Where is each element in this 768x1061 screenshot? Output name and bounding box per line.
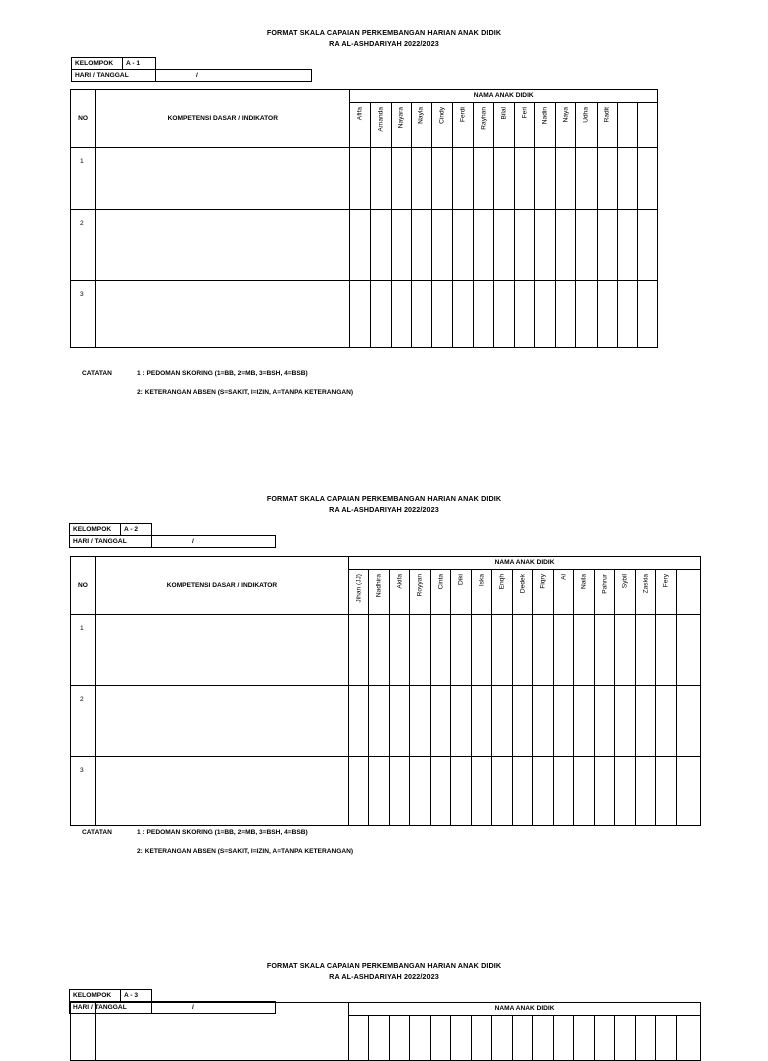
score-cell[interactable] [595, 615, 615, 686]
student-name-cell [656, 570, 677, 615]
score-cell[interactable] [656, 757, 677, 826]
student-name-cell [574, 570, 595, 615]
score-cell[interactable] [636, 757, 656, 826]
kelompok-label: KELOMPOK [70, 524, 121, 536]
title-line-1: FORMAT SKALA CAPAIAN PERKEMBANGAN HARIAN ANAK DIDIK [266, 494, 502, 503]
score-cell[interactable] [554, 686, 574, 757]
group-info-table [69, 523, 276, 548]
score-cell[interactable] [492, 757, 513, 826]
score-cell[interactable] [492, 615, 513, 686]
student-name: Dedek [519, 574, 526, 594]
score-cell[interactable] [390, 757, 410, 826]
student-name-cell [369, 1016, 390, 1061]
student-name-cell [411, 103, 431, 148]
table-row [71, 281, 658, 348]
student-name-cell [473, 103, 493, 148]
score-cell[interactable] [515, 281, 535, 348]
hari-tanggal-value[interactable]: / [152, 536, 276, 548]
col-header-kompetensi: KOMPETENSI DASAR / INDIKATOR [96, 90, 350, 148]
kd-cell[interactable] [96, 281, 350, 348]
student-name-cell [617, 103, 637, 148]
note-absen: 2: KETERANGAN ABSEN (S=SAKIT, I=IZIN, A=TANPA KETERANGAN) [137, 848, 354, 855]
student-name: Nadin [541, 107, 549, 125]
student-name-cell [390, 1016, 410, 1061]
student-name-cell [513, 1016, 533, 1061]
score-cell[interactable] [391, 281, 411, 348]
student-name-cell [636, 570, 656, 615]
score-cell[interactable] [576, 210, 597, 281]
form-title [0, 27, 768, 49]
score-cell[interactable] [637, 210, 657, 281]
row-number: 2 [71, 210, 96, 281]
table-row [71, 615, 701, 686]
col-header-no [71, 1003, 96, 1061]
kelompok-label: KELOMPOK [70, 990, 121, 1002]
kelompok-value[interactable]: A - 2 [121, 524, 152, 536]
score-cell[interactable] [513, 757, 533, 826]
student-name: Diki [457, 574, 465, 585]
kd-cell[interactable] [96, 148, 350, 210]
score-cell[interactable] [391, 148, 411, 210]
score-cell[interactable] [451, 686, 472, 757]
kd-cell[interactable] [96, 757, 349, 826]
student-name-cell [451, 570, 472, 615]
student-name: Nadhira [375, 574, 383, 598]
col-header-nama-anak: NAMA ANAK DIDIK [349, 1003, 701, 1016]
score-cell[interactable] [431, 686, 451, 757]
student-name-cell [349, 1016, 369, 1061]
form-title [0, 960, 768, 982]
table-row [71, 210, 658, 281]
student-name-cell [451, 1016, 472, 1061]
student-name-cell [390, 570, 410, 615]
student-name-cell [554, 1016, 574, 1061]
student-name-cell [391, 103, 411, 148]
catatan-label: CATATAN [82, 370, 112, 377]
score-cell[interactable] [452, 148, 473, 210]
score-cell[interactable] [452, 281, 473, 348]
student-name: Pahrur [601, 574, 608, 594]
row-number: 3 [71, 281, 96, 348]
student-name-cell [431, 103, 452, 148]
score-cell[interactable] [515, 148, 535, 210]
student-name-cell [492, 1016, 513, 1061]
score-cell[interactable] [494, 210, 515, 281]
kd-cell[interactable] [96, 686, 349, 757]
score-cell[interactable] [451, 757, 472, 826]
score-cell[interactable] [576, 281, 597, 348]
student-name-cell [656, 1016, 677, 1061]
student-name: Bilal [500, 107, 508, 120]
note-absen: 2: KETERANGAN ABSEN (S=SAKIT, I=IZIN, A=TANPA KETERANGAN) [137, 389, 354, 396]
score-cell[interactable] [411, 281, 431, 348]
score-cell[interactable] [656, 615, 677, 686]
score-cell[interactable] [494, 148, 515, 210]
score-cell[interactable] [494, 281, 515, 348]
score-cell[interactable] [370, 281, 391, 348]
form-title [0, 493, 768, 515]
score-cell[interactable] [492, 686, 513, 757]
score-cell[interactable] [556, 210, 576, 281]
title-line-1: FORMAT SKALA CAPAIAN PERKEMBANGAN HARIAN ANAK DIDIK [266, 28, 502, 37]
score-cell[interactable] [617, 210, 637, 281]
student-name: Zaskia [642, 574, 649, 594]
score-cell[interactable] [574, 615, 595, 686]
note-scoring: 1 : PEDOMAN SKORING (1=BB, 2=MB, 3=BSH, 4=BSB) [137, 829, 308, 836]
score-cell[interactable] [411, 210, 431, 281]
student-name: Amanda [377, 107, 385, 132]
student-name: Radit [603, 107, 611, 123]
score-cell[interactable] [617, 148, 637, 210]
score-cell[interactable] [411, 148, 431, 210]
score-cell[interactable] [595, 757, 615, 826]
score-cell[interactable] [350, 210, 370, 281]
score-cell[interactable] [515, 210, 535, 281]
student-name-cell [431, 1016, 451, 1061]
student-name-cell [472, 570, 492, 615]
score-cell[interactable] [556, 281, 576, 348]
score-cell[interactable] [677, 686, 701, 757]
col-header-nama-anak: NAMA ANAK DIDIK [350, 90, 658, 103]
student-name-cell [677, 1016, 701, 1061]
assessment-table [70, 1002, 701, 1061]
score-cell[interactable] [554, 615, 574, 686]
student-name-cell [574, 1016, 595, 1061]
score-cell[interactable] [636, 615, 656, 686]
note-scoring: 1 : PEDOMAN SKORING (1=BB, 2=MB, 3=BSH, 4=BSB) [137, 370, 308, 377]
assessment-table [70, 556, 701, 826]
assessment-table [70, 89, 658, 348]
score-cell[interactable] [535, 210, 556, 281]
score-cell[interactable] [556, 148, 576, 210]
student-name-cell [349, 570, 369, 615]
score-cell[interactable] [472, 757, 492, 826]
score-cell[interactable] [369, 686, 390, 757]
score-cell[interactable] [677, 615, 701, 686]
score-cell[interactable] [431, 615, 451, 686]
student-name-cell [597, 103, 617, 148]
col-header-kompetensi: KOMPETENSI DASAR / INDIKATOR [96, 557, 349, 615]
student-name-cell [370, 103, 391, 148]
score-cell[interactable] [677, 757, 701, 826]
student-name: Feri [521, 107, 529, 119]
score-cell[interactable] [636, 686, 656, 757]
score-cell[interactable] [533, 686, 554, 757]
score-cell[interactable] [410, 686, 431, 757]
score-cell[interactable] [597, 281, 617, 348]
score-cell[interactable] [431, 210, 452, 281]
student-name-cell [515, 103, 535, 148]
student-name: Udha [582, 107, 590, 123]
score-cell[interactable] [349, 615, 369, 686]
score-cell[interactable] [473, 281, 493, 348]
score-cell[interactable] [597, 210, 617, 281]
row-number: 3 [71, 757, 96, 826]
score-cell[interactable] [473, 210, 493, 281]
student-name: Jihan (JJ) [355, 574, 362, 603]
score-cell[interactable] [615, 686, 636, 757]
kelompok-value[interactable]: A - 3 [121, 990, 152, 1002]
score-cell[interactable] [410, 615, 431, 686]
score-cell[interactable] [350, 148, 370, 210]
score-cell[interactable] [369, 615, 390, 686]
score-cell[interactable] [574, 686, 595, 757]
col-header-no: NO [71, 90, 96, 148]
score-cell[interactable] [595, 686, 615, 757]
student-name: Royyan [416, 574, 424, 597]
score-cell[interactable] [554, 757, 574, 826]
score-cell[interactable] [576, 148, 597, 210]
hari-tanggal-label: HARI / TANGGAL [70, 536, 152, 548]
student-name: Enqh [498, 574, 506, 590]
student-name: Iska [478, 574, 485, 587]
student-name-cell [492, 570, 513, 615]
score-cell[interactable] [617, 281, 637, 348]
title-line-2: RA AL-ASHDARIYAH 2022/2023 [329, 505, 439, 514]
student-name-cell [637, 103, 657, 148]
score-cell[interactable] [431, 757, 451, 826]
student-name-cell [472, 1016, 492, 1061]
catatan-label: CATATAN [82, 829, 112, 836]
student-name: Al [560, 574, 567, 580]
student-name-cell [535, 103, 556, 148]
student-name: Cindy [438, 107, 446, 124]
hari-tanggal-value[interactable]: / [156, 70, 312, 82]
score-cell[interactable] [410, 757, 431, 826]
score-cell[interactable] [513, 615, 533, 686]
score-cell[interactable] [637, 148, 657, 210]
student-name: Ferdi [459, 107, 467, 123]
student-name-cell [677, 570, 701, 615]
score-cell[interactable] [656, 686, 677, 757]
student-name: Akifa [396, 574, 403, 589]
score-cell[interactable] [370, 210, 391, 281]
row-number: 1 [71, 148, 96, 210]
student-name-cell [615, 1016, 636, 1061]
student-name-cell [369, 570, 390, 615]
score-cell[interactable] [535, 148, 556, 210]
row-number: 2 [71, 686, 96, 757]
score-cell[interactable] [369, 757, 390, 826]
table-row [71, 148, 658, 210]
score-cell[interactable] [615, 615, 636, 686]
table-row [71, 686, 701, 757]
hari-tanggal-label: HARI / TANGGAL [72, 70, 156, 82]
student-name-cell [350, 103, 370, 148]
score-cell[interactable] [472, 686, 492, 757]
student-name-cell [615, 570, 636, 615]
student-name-cell [533, 1016, 554, 1061]
student-name-cell [431, 570, 451, 615]
student-name-cell [513, 570, 533, 615]
score-cell[interactable] [370, 148, 391, 210]
title-line-2: RA AL-ASHDARIYAH 2022/2023 [329, 972, 439, 981]
score-cell[interactable] [350, 281, 370, 348]
student-name: Naya [562, 107, 570, 123]
student-name-cell [595, 1016, 615, 1061]
kelompok-label: KELOMPOK [72, 58, 123, 70]
score-cell[interactable] [390, 615, 410, 686]
student-name: Rayhan [480, 107, 488, 130]
title-line-1: FORMAT SKALA CAPAIAN PERKEMBANGAN HARIAN ANAK DIDIK [266, 961, 502, 970]
score-cell[interactable] [391, 210, 411, 281]
score-cell[interactable] [431, 281, 452, 348]
score-cell[interactable] [349, 757, 369, 826]
student-name: Nayla [417, 107, 425, 124]
student-name-cell [636, 1016, 656, 1061]
title-line-2: RA AL-ASHDARIYAH 2022/2023 [329, 39, 439, 48]
student-name-cell [410, 570, 431, 615]
hari-tanggal-value[interactable]: / [152, 1002, 276, 1014]
score-cell[interactable] [473, 148, 493, 210]
student-name-cell [533, 570, 554, 615]
score-cell[interactable] [597, 148, 617, 210]
student-name: Naila [580, 574, 588, 590]
score-cell[interactable] [513, 686, 533, 757]
score-cell[interactable] [533, 615, 554, 686]
student-name-cell [595, 570, 615, 615]
col-header-nama-anak: NAMA ANAK DIDIK [349, 557, 701, 570]
student-name: Fiqry [539, 574, 547, 589]
student-name-cell [494, 103, 515, 148]
student-name: Fery [662, 574, 670, 588]
kd-cell[interactable] [96, 210, 350, 281]
student-name-cell [556, 103, 576, 148]
score-cell[interactable] [574, 757, 595, 826]
score-cell[interactable] [637, 281, 657, 348]
score-cell[interactable] [452, 210, 473, 281]
score-cell[interactable] [472, 615, 492, 686]
col-header-kompetensi [96, 1003, 349, 1061]
table-row [71, 757, 701, 826]
student-name-cell [576, 103, 597, 148]
student-name: Nayara [397, 107, 405, 129]
kelompok-value[interactable]: A - 1 [123, 58, 156, 70]
row-number: 1 [71, 615, 96, 686]
kd-cell[interactable] [96, 615, 349, 686]
student-name: Afifa [356, 107, 364, 121]
group-info-table [71, 57, 312, 82]
score-cell[interactable] [349, 686, 369, 757]
student-name-cell [554, 570, 574, 615]
score-cell[interactable] [533, 757, 554, 826]
score-cell[interactable] [535, 281, 556, 348]
score-cell[interactable] [431, 148, 452, 210]
hari-tanggal-label: HARI / TANGGAL [70, 1002, 152, 1014]
score-cell[interactable] [451, 615, 472, 686]
score-cell[interactable] [390, 686, 410, 757]
student-name: Sybil [621, 574, 629, 589]
col-header-no: NO [71, 557, 96, 615]
student-name-cell [410, 1016, 431, 1061]
student-name: Cinta [437, 574, 444, 590]
student-name-cell [452, 103, 473, 148]
score-cell[interactable] [615, 757, 636, 826]
